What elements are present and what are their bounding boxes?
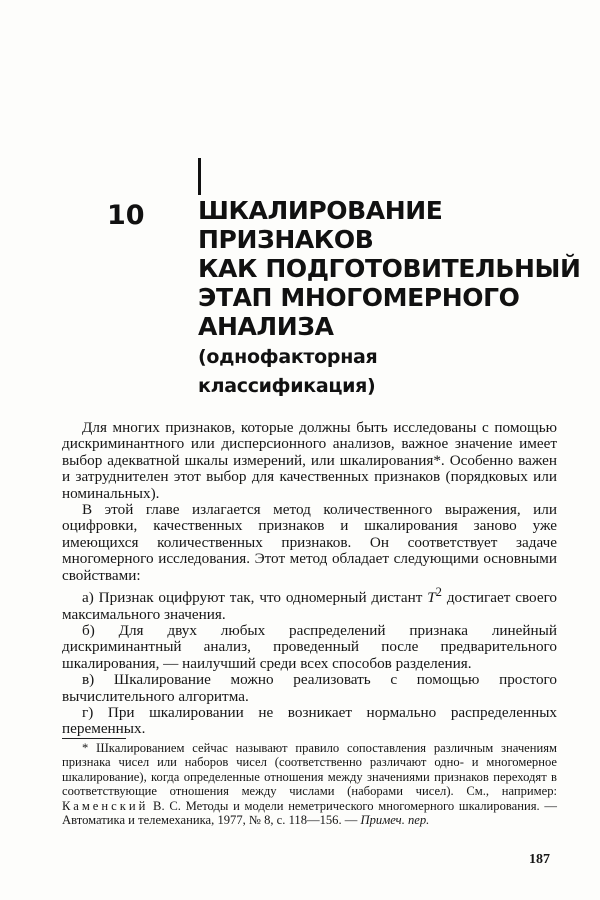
paragraph-intro: Для многих признаков, которые должны быть исследованы с помощью дискриминантного или дисперсионного анализов, важное значение имеет выбор адекватной шкалы измерений, или шкалирования*. Особенно важен и затруднителен этот выбор для качественных признаков (порядковых или номинальных). <box>62 419 557 502</box>
chapter-title <box>198 196 581 341</box>
footnote-divider <box>62 738 126 739</box>
chapter-subtitle <box>198 343 578 401</box>
paragraph-property-c: в) Шкалирование можно реализовать с помощью простого вычислительного алгоритма. <box>62 671 557 705</box>
page-number: 187 <box>529 852 550 867</box>
footnote-note: Примеч. пер. <box>360 813 430 828</box>
t-exponent: 2 <box>435 585 442 600</box>
body-text <box>62 420 557 738</box>
footnote-author: Каменский <box>62 798 149 813</box>
paragraph-method: В этой главе излагается метод количественного выражения, или оцифровки, качественных признаков и шкалирования заново уже имеющихся количественных признаков. Он соответствует задаче многомерного исследования. Этот метод обладает следующими основными свойствами: <box>62 501 557 584</box>
footnote-part2: В. С. Методы и модели неметрического многомерного шкалирования. — Автоматика и телемеханика, 1977, № 8, с. 118—156. — <box>62 798 557 828</box>
chapter-title-line: АНАЛИЗА <box>198 312 334 341</box>
footnote <box>62 741 557 827</box>
property-a-text: а) Признак оцифруют так, что одномерный дистант <box>82 589 428 607</box>
paragraph-property-a <box>62 584 557 623</box>
chapter-title-line: ПРИЗНАКОВ <box>198 225 374 254</box>
t-symbol: T <box>427 589 436 607</box>
paragraph-property-b: б) Для двух любых распределений признака линейный дискриминантный анализ, проведенный после предварительного шкалирования, — наилучший среди всех способов разделения. <box>62 621 557 672</box>
footnote-text <box>62 741 557 827</box>
chapter-subtitle-line: классификация) <box>198 375 376 397</box>
chapter-title-line: ШКАЛИРОВАНИЕ <box>198 196 443 225</box>
chapter-title-line: КАК ПОДГОТОВИТЕЛЬНЫЙ <box>198 254 581 283</box>
chapter-marker-bar <box>198 158 201 195</box>
chapter-subtitle-line: (однофакторная <box>198 346 378 368</box>
chapter-number: 10 <box>107 200 145 231</box>
footnote-part1: * Шкалированием сейчас называют правило сопоставления различным значениям признака чисел или наборов чисел (соответственно различают одно- и многомерное шкалирование), когда определенные отношения между значениями признаков переходят в соответствующие отношения между числами (наборами чисел). См., например: <box>62 741 557 799</box>
property-a-text-end: достигает своего максимального значения. <box>62 589 558 623</box>
chapter-title-line: ЭТАП МНОГОМЕРНОГО <box>198 283 520 312</box>
paragraph-property-d: г) При шкалировании не возникает нормально распределенных переменных. <box>62 703 557 738</box>
